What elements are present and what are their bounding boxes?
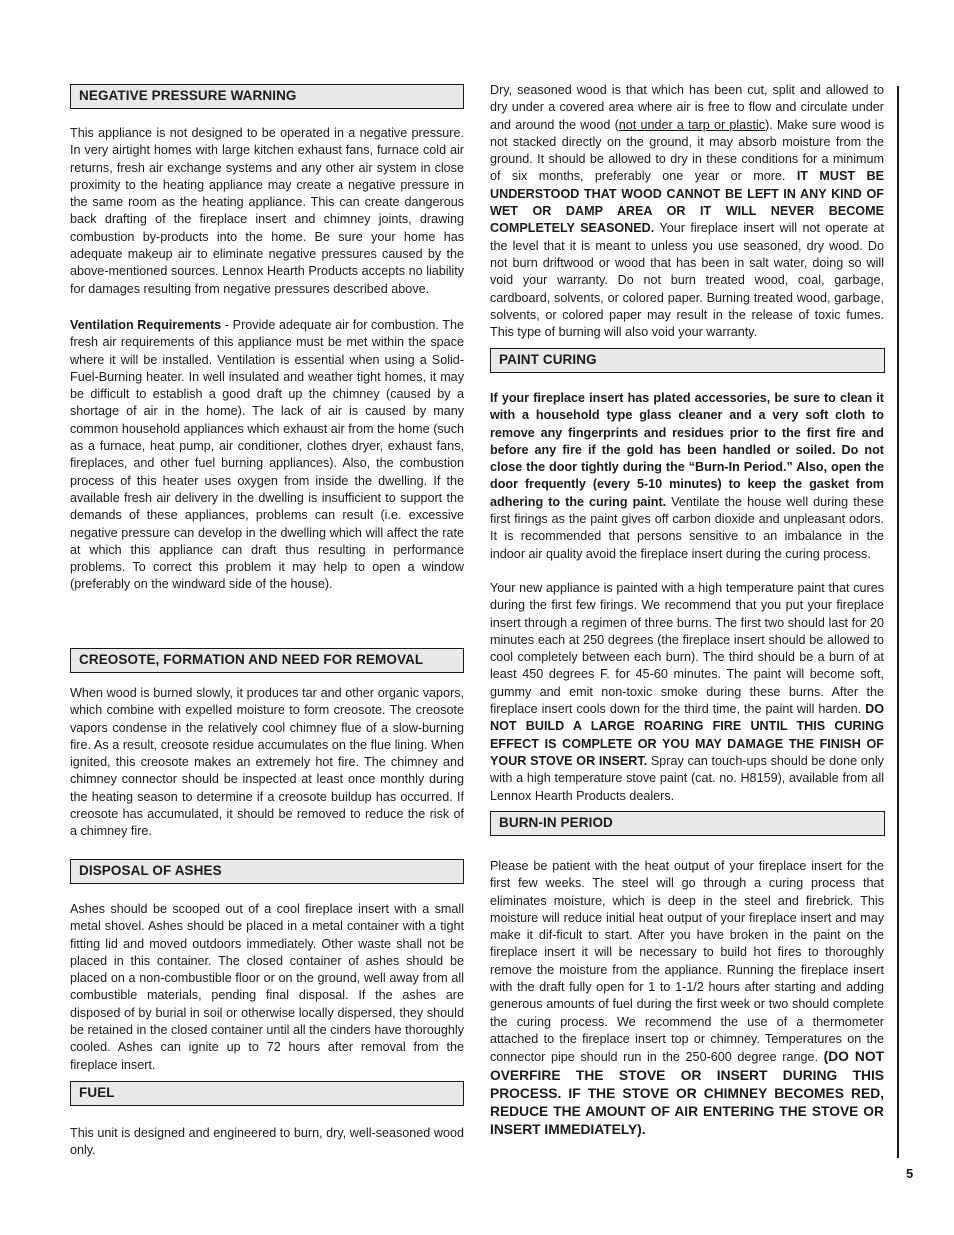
burn-in-text: Please be patient with the heat output of your fireplace insert for the first few weeks. The steel will go through a curing process that eliminates moisture, which is deep in the steel and firebrick. This moisture will reduce initial heat output of your fireplace insert and may make it dif-ficult to start. After you have broken in the paint on the fireplace insert it will be necessary to build hot fires to thoroughly remove the moisture from the appliance. Running the fireplace insert with the draft fully open for 1 to 1-1/2 hours after starting and adding generous amounts of fuel during the first week or two should complete the curing process. We recommend the use of a thermometer attached to the fireplace insert top or chimney. Temperatures on the connector pipe should run in the 250-600 degree range.: [490, 859, 884, 1065]
paint-curing-intro-rest: Ventilate the house well during these first firings as the paint gives off carbon dioxide and unpleasant odors. It is recommended that persons sensitive to an imbalance in the indoor air quality avoid the fireplace insert during the curing process.: [490, 494, 885, 561]
heading-text: NEGATIVE PRESSURE WARNING: [79, 88, 297, 103]
paint-curing-warning: If your fireplace insert has plated accessories, be sure to clean it with a household type glass cleaner and a very soft cloth to remove any fingerprints and residues prior to the first fire and before any fire if the gold has been handled or soiled. Do not close the door tightly during the “Burn-In Period.” Also, open the door frequently (every 5-10 minutes) to keep the gasket from adhering to the curing paint.: [490, 391, 884, 509]
section-heading-fuel: [70, 1081, 464, 1106]
negative-pressure-body: This appliance is not designed to be operated in a negative pressure. In very airtight homes with large kitchen exhaust fans, furnace cold air returns, fresh air exchange systems and any other air system in close proximity to the heating appliance may create a negative pressure in the same room as the heating appliance. This can create dangerous back drafting of the fireplace insert and chimney joints, drawing combustion by-products into the home. Be sure your home has adequate makeup air to eliminate negative pressures caused by the above-mentioned sources. Lennox Hearth Products accepts no liability for damages resulting from negative pressures described above.: [70, 126, 464, 296]
burn-in-warning: (DO NOT OVERFIRE THE STOVE OR INSERT DURING THIS PROCESS. IF THE STOVE OR CHIMNEY BECOMES RED, REDUCE THE AMOUNT OF AIR ENTERING THE STOVE OR INSERT IMMEDIATELY).: [490, 1049, 884, 1138]
section-heading-creosote: [70, 648, 464, 673]
paint-curing-intro: [490, 390, 884, 563]
wood-text-3: Your fireplace insert will not operate at the level that it is meant to unless you use seasoned, dry wood. Do not burn driftwood or wood that has been in salt water, doing so will void your warranty. Do not burn treated wood, coal, garbage, cardboard, solvents, or colored paper. Burning treated wood, garbage, solvents, or colored paper may result in the release of toxic fumes. This type of burning will also void your warranty.: [490, 221, 884, 340]
paint-regimen-text-2: Spray can touch-ups should be done only with a high temperature stove paint (cat. no. H8159), available from all Lennox Hearth Products dealers.: [490, 753, 884, 803]
ventilation-paragraph: [70, 317, 464, 594]
paint-curing-regimen: [490, 580, 884, 805]
heading-text: BURN-IN PERIOD: [499, 815, 613, 830]
heading-text: PAINT CURING: [499, 352, 597, 367]
section-heading-ashes: [70, 859, 464, 884]
seasoned-wood-paragraph: [490, 82, 884, 341]
fuel-body: This unit is designed and engineered to burn, dry, well-seasoned wood only.: [70, 1126, 464, 1158]
ventilation-label: Ventilation Requirements: [70, 318, 222, 332]
ashes-body: Ashes should be scooped out of a cool fireplace insert with a small metal shovel. Ashes should be placed in a metal container with a tight fitting lid and moved outdoors immediately. Other waste shall not be placed in this container. The closed container of ashes should be placed on a non-combustible floor or on the ground, well away from all combustible materials, pending final disposal. If the ashes are disposed of by burial in soil or otherwise locally dispersed, they should be retained in the closed container until all the cinders have thoroughly cooled. Ashes can ignite up to 72 hours after removal from the fireplace insert.: [70, 902, 464, 1072]
page-number: 5: [906, 1166, 914, 1181]
heading-text: DISPOSAL OF ASHES: [79, 863, 222, 878]
section-heading-negative-pressure: [70, 84, 464, 109]
ventilation-body: - Provide adequate air for combustion. The fresh air requirements of this appliance must be met within the space where it will be installed. Ventilation is essential when using a Solid-Fuel-Burning heater. In well insulated and weather tight homes, it may be difficult to establish a good draft up the chimney (caused by a shortage of air in the home). The lack of air is caused by many common household appliances which exhaust air from the home (such as a furnace, heat pump, air conditioner, clothes dryer, exhaust fans, fireplaces, and other fuel burning appliances). Also, the combustion process of this heater uses oxygen from inside the dwelling. If the available fresh air delivery in the dwelling is insufficient to support the demands of these appliances, problems can result (i.e. excessive negative pressure can develop in the dwelling which will affect the rate at which this appliance can draft thus resulting in performance problems. To correct this problem it may help to open a window (preferably on the windward side of the house).: [70, 318, 464, 592]
paint-regimen-warning: DO NOT BUILD A LARGE ROARING FIRE UNTIL THIS CURING EFFECT IS COMPLETE OR YOU MAY DAMAGE THE FINISH OF YOUR STOVE OR INSERT.: [490, 702, 884, 768]
burn-in-body: [490, 858, 884, 1140]
wood-text-2: ). Make sure wood is not stacked directly on the ground, it may absorb moisture from the ground. It should be allowed to dry in these conditions for a minimum of six months, preferably one year or more.: [490, 117, 885, 184]
creosote-body: When wood is burned slowly, it produces tar and other organic vapors, which combine with expelled moisture to form creosote. The creosote vapors condense in the relatively cool chimney flue of a slow-burning fire. As a result, creosote residue accumulates on the flue lining. When ignited, this creosote makes an extremely hot fire. The chimney and chimney connector should be inspected at least once monthly during the heating season to determine if a creosote buildup has occurred. If creosote has accumulated, it should be removed to reduce the risk of a chimney fire.: [70, 686, 464, 839]
wood-warning: IT MUST BE UNDERSTOOD THAT WOOD CANNOT BE LEFT IN ANY KIND OF WET OR DAMP AREA OR IT WILL NEVER BECOME COMPLETELY SEASONED.: [490, 169, 884, 236]
page-margin-rule: [897, 86, 899, 1158]
heading-text: FUEL: [79, 1085, 115, 1100]
wood-underlined: not under a tarp or plastic: [618, 117, 766, 132]
section-heading-burn-in: [490, 811, 885, 836]
paint-regimen-text: Your new appliance is painted with a high temperature paint that cures during the first few firings. We recommend that you put your fireplace insert through a regimen of three burns. The first two should last for 20 minutes each at 250 degrees (the fireplace insert should be allowed to cool completely between each burn). The third should be a burn of at least 450 degrees F. for 45-60 minutes. The paint will become soft, gummy and emit non-toxic smoke during these burns. After the fireplace insert cools down for the third time, the paint will harden.: [490, 581, 884, 717]
section-heading-paint-curing: [490, 348, 885, 373]
heading-text: CREOSOTE, FORMATION AND NEED FOR REMOVAL: [79, 652, 424, 667]
wood-text-1: Dry, seasoned wood is that which has been cut, split and allowed to dry under a covered area where air is free to flow and circulate under and around the wood (: [490, 83, 884, 132]
